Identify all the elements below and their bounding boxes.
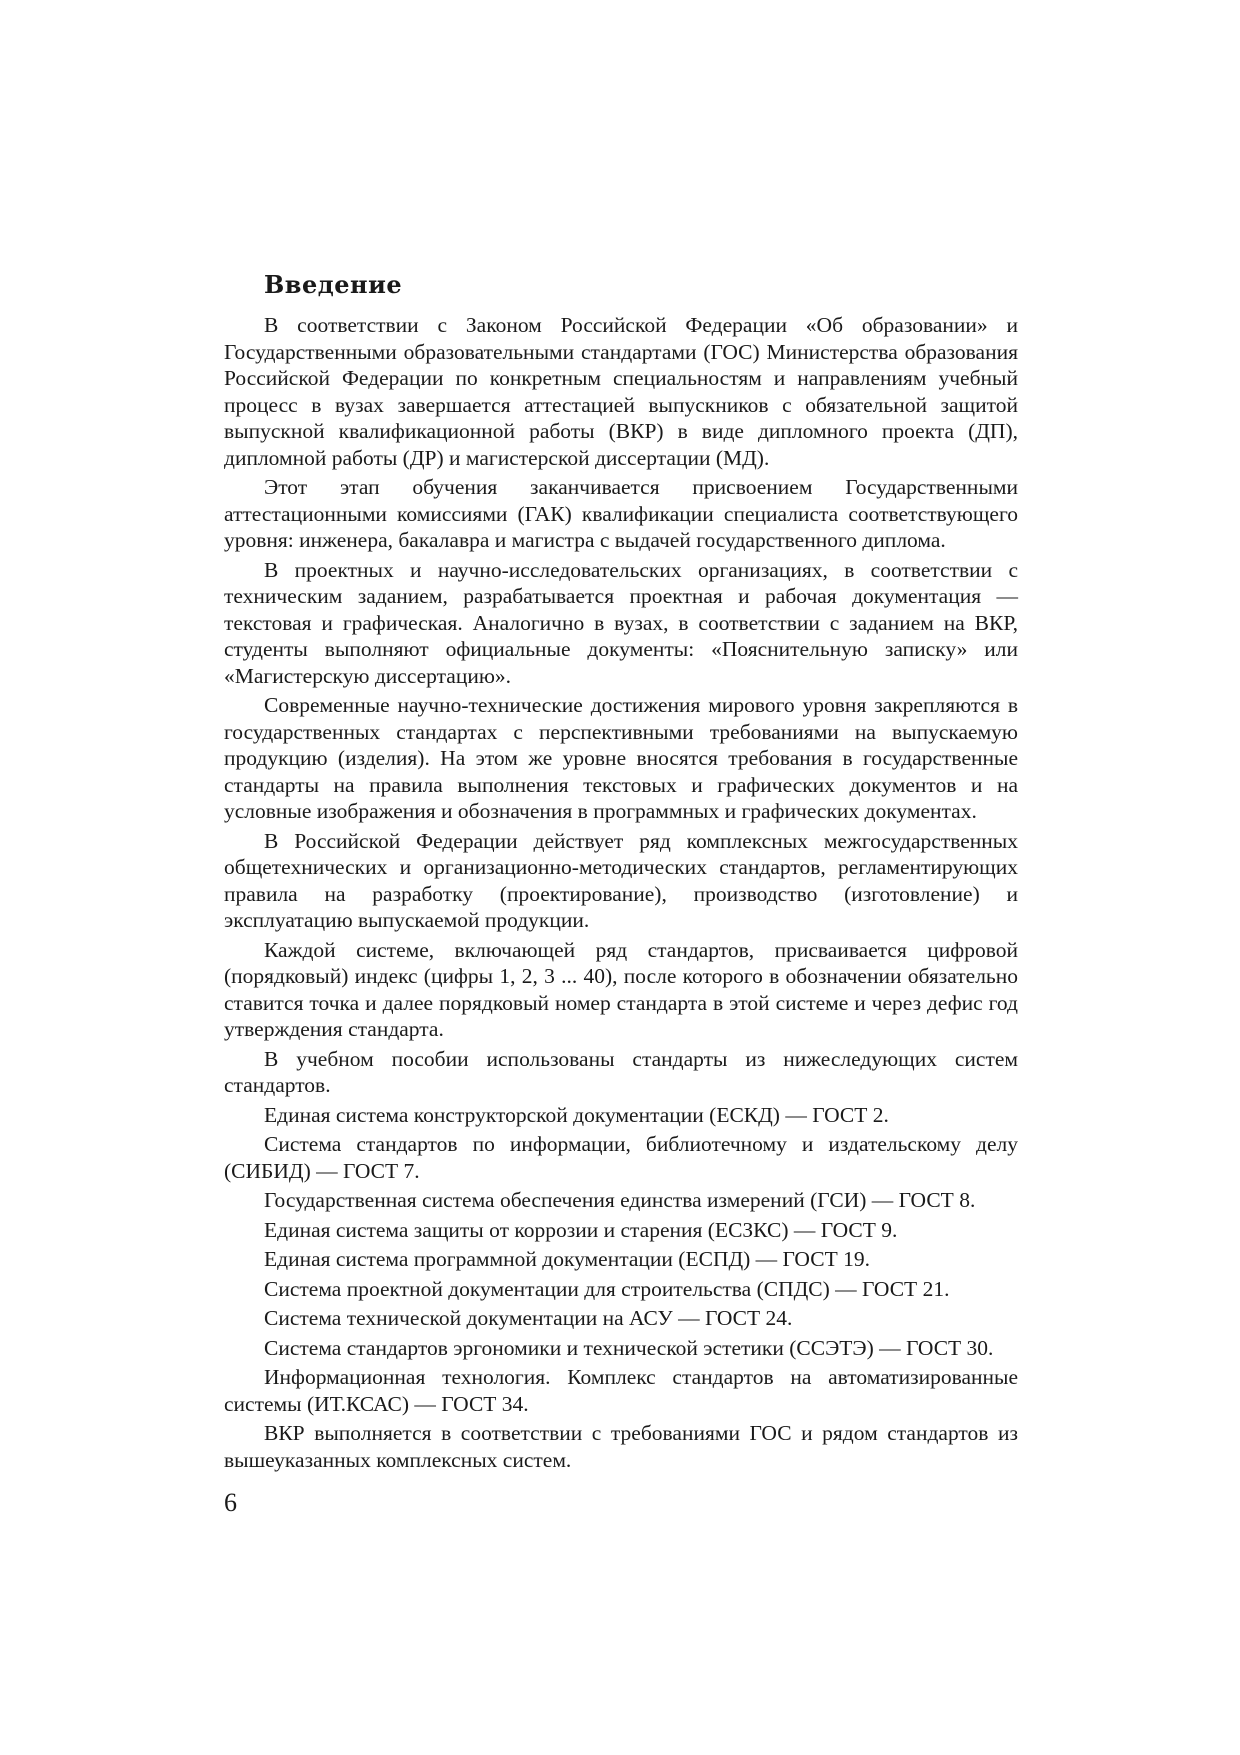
standards-list-item: Единая система защиты от коррозии и старения (ЕСЗКС) — ГОСТ 9. (264, 1217, 898, 1242)
standards-list-item: Система стандартов эргономики и технической эстетики (ССЭТЭ) — ГОСТ 30. (264, 1335, 994, 1360)
paragraph: В учебном пособии использованы стандарты из нижеследующих систем стандартов. (224, 1046, 1018, 1097)
page-content (224, 268, 1018, 1476)
standards-list-item: Единая система программной документации (ЕСПД) — ГОСТ 19. (264, 1247, 870, 1271)
standards-list-item: Единая система конструкторской документации (ЕСКД) — ГОСТ 2. (264, 1102, 889, 1127)
paragraph: В проектных и научно-исследовательских организациях, в соответствии с техническим заданием, разрабатывается проектная и рабочая документация — текстовая и графическая. Аналогично в вузах, в соответствии с заданием на ВКР, студенты выполняют официальные документы: «Пояснительную записку» или «Магистерскую диссертацию». (224, 557, 1018, 688)
paragraph: ВКР выполняется в соответствии с требованиями ГОС и рядом стандартов из вышеуказанных комплексных систем. (224, 1421, 1018, 1472)
standards-list-item: Система проектной документации для строительства (СПДС) — ГОСТ 21. (264, 1276, 950, 1301)
paragraph: В соответствии с Законом Российской Федерации «Об образовании» и Государственными образовательными стандартами (ГОС) Министерства образования Российской Федерации по конкретным специальностям и направлениям учебный процесс в вузах завершается аттестацией выпускников с обязательной защитой выпускной квалификационной работы (ВКР) в виде дипломного проекта (ДП), дипломной работы (ДР) и магистерской диссертации (МД). (224, 313, 1018, 470)
standards-list-item: Информационная технология. Комплекс стандартов на автоматизированные системы (ИТ.КСАС) — ГОСТ 34. (224, 1365, 1018, 1416)
paragraph: Этот этап обучения заканчивается присвоением Государственными аттестационными комиссиями (ГАК) квалификации специалиста соответствующего уровня: инженера, бакалавра и магистра с выдачей государственного диплома. (224, 475, 1018, 552)
standards-list-item: Система технической документации на АСУ — ГОСТ 24. (264, 1306, 793, 1330)
paragraph: В Российской Федерации действует ряд комплексных межгосударственных общетехнических и организационно-методических стандартов, регламентирующих правила на разработку (проектирование), производство (изготовление) и эксплуатацию выпускаемой продукции. (224, 828, 1018, 932)
paragraph: Каждой системе, включающей ряд стандартов, присваивается цифровой (порядковый) индекс (цифры 1, 2, 3 ... 40), после которого в обозначении обязательно ставится точка и далее порядковый номер стандарта в этой системе и через дефис год утверждения стандарта. (224, 937, 1018, 1041)
page-number: 6 (224, 1488, 237, 1517)
standards-list-item: Система стандартов по информации, библиотечному и издательскому делу (СИБИД) — ГОСТ 7. (224, 1132, 1018, 1183)
section-heading: Введение (264, 270, 403, 299)
paragraph: Современные научно-технические достижения мирового уровня закрепляются в государственных стандартах с перспективными требованиями на выпускаемую продукцию (изделия). На этом же уровне вносятся требования в государственные стандарты на правила выполнения текстовых и графических документов и на условные изображения и обозначения в программных и графических документах. (224, 693, 1018, 823)
standards-list-item: Государственная система обеспечения единства измерений (ГСИ) — ГОСТ 8. (264, 1188, 976, 1212)
